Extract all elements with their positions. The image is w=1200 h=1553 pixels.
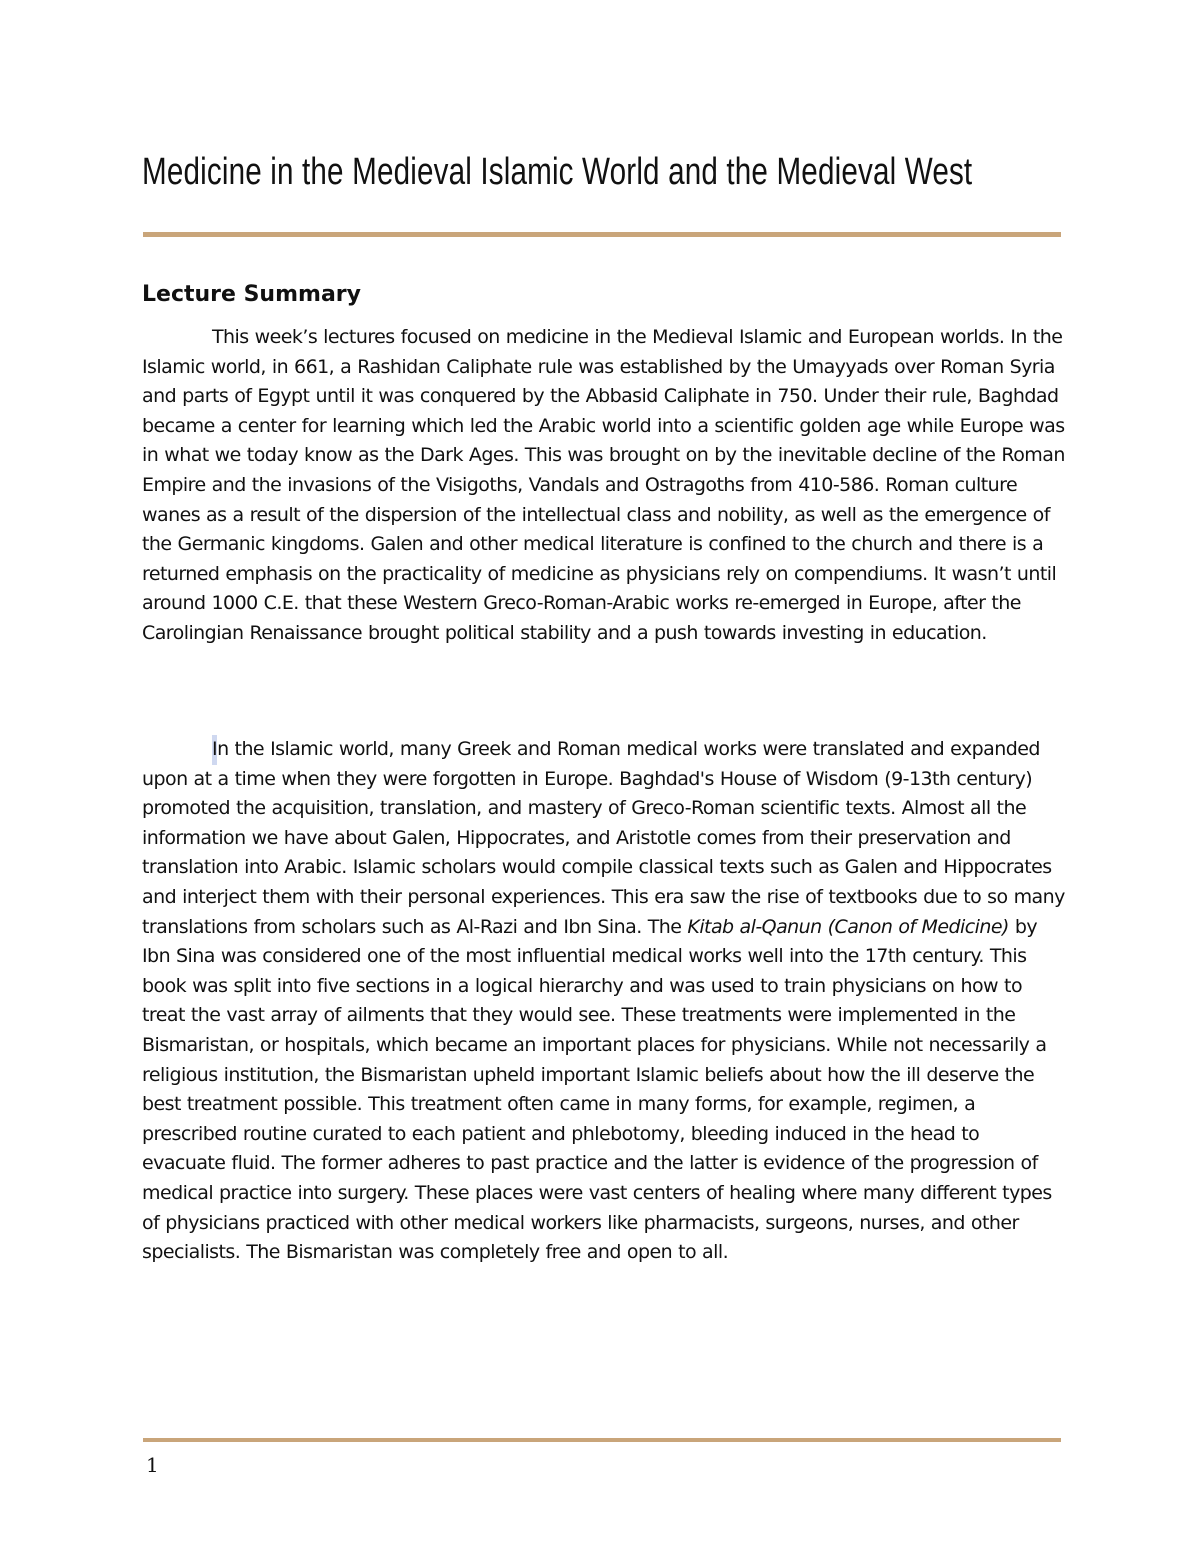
section-heading: Lecture Summary (142, 282, 361, 307)
book-title-italic: Kitab al-Qanun (Canon of Medicine) (687, 915, 1009, 938)
paragraph-2[interactable] (142, 735, 1067, 1268)
page-number: 1 (146, 1453, 159, 1477)
paragraph-1 (142, 323, 1067, 649)
text-cursor-selection[interactable]: I (212, 735, 217, 765)
paragraph-2-text-part2: by Ibn Sina was considered one of the most influential medical works well into the 17th century. This book was split into five sections in a logical hierarchy and was used to train physicians on how to treat the vast array of ailments that they would see. These treatments were implemented in the Bismaristan, or hospitals, which became an important places for physicians. While not necessarily a religious institution, the Bismaristan upheld important Islamic beliefs about how the ill deserve the best treatment possible. This treatment often came in many forms, for example, regimen, a prescribed routine curated to each patient and phlebotomy, bleeding induced in the head to evacuate fluid. The former adheres to past practice and the latter is evidence of the progression of medical practice into surgery. These places were vast centers of healing where many different types of physicians practiced with other medical workers like pharmacists, surgeons, nurses, and other specialists. The Bismaristan was completely free and open to all. (142, 915, 1052, 1264)
title-divider (143, 232, 1061, 237)
paragraph-2-text-part1: n the Islamic world, many Greek and Roman medical works were translated and expanded upon at a time when they were forgotten in Europe. Baghdad's House of Wisdom (9-13th century) promoted the acquisition, translation, and mastery of Greco-Roman scientific texts. Almost all the information we have about Galen, Hippocrates, and Aristotle comes from their preservation and translation into Arabic. Islamic scholars would compile classical texts such as Galen and Hippocrates and interject them with their personal experiences. This era saw the rise of textbooks due to so many translations from scholars such as Al-Razi and Ibn Sina. The (142, 738, 1065, 938)
paragraph-1-text: This week’s lectures focused on medicine in the Medieval Islamic and European worlds. In the Islamic world, in 661, a Rashidan Caliphate rule was established by the Umayyads over Roman Syria and parts of Egypt until it was conquered by the Abbasid Caliphate in 750. Under their rule, Baghdad became a center for learning which led the Arabic world into a scientific golden age while Europe was in what we today know as the Dark Ages. This was brought on by the inevitable decline of the Roman Empire and the invasions of the Visigoths, Vandals and Ostragoths from 410-586. Roman culture wanes as a result of the dispersion of the intellectual class and nobility, as well as the emergence of the Germanic kingdoms. Galen and other medical literature is confined to the church and there is a returned emphasis on the practicality of medicine as physicians rely on compendiums. It wasn’t until around 1000 C.E. that these Western Greco-Roman-Arabic works re-emerged in Europe, after the Carolingian Renaissance brought political stability and a push towards investing in education. (142, 326, 1065, 644)
footer-divider (143, 1438, 1061, 1442)
document-title: Medicine in the Medieval Islamic World and the Medieval West (142, 151, 973, 193)
